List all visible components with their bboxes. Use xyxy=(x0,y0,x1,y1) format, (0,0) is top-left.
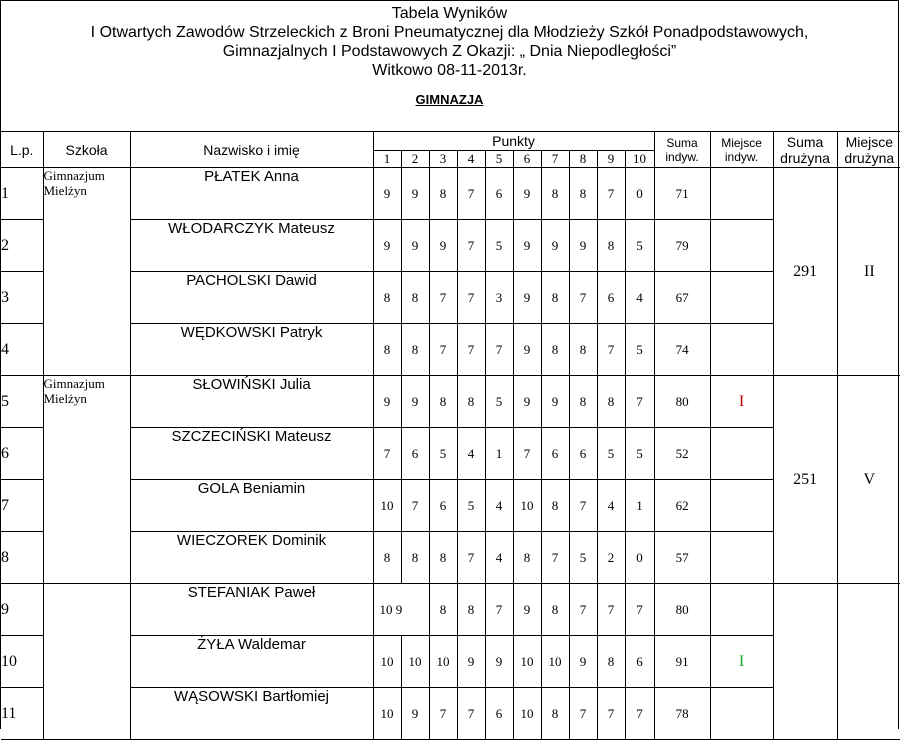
score-cell: 6 xyxy=(485,168,513,220)
table-row xyxy=(1,220,900,272)
row-number: 5 xyxy=(1,376,43,428)
score-cell: 8 xyxy=(541,324,569,376)
row-number: 8 xyxy=(1,532,43,584)
score-cell: 5 xyxy=(625,324,654,376)
point-number: 6 xyxy=(513,151,541,168)
score-cell: 8 xyxy=(457,584,485,636)
event-title-line-2: Gimnazjalnych I Podstawowych Z Okazji: „ Dnia Niepodległości” xyxy=(222,43,677,60)
score-cell: 9 xyxy=(513,376,541,428)
point-number: 9 xyxy=(597,151,625,168)
score-cell: 5 xyxy=(625,220,654,272)
header-name: Nazwisko i imię xyxy=(130,132,373,168)
document-header xyxy=(1,1,898,80)
table-row xyxy=(1,532,900,584)
individual-sum: 74 xyxy=(654,324,710,376)
score-cell: 4 xyxy=(485,480,513,532)
score-cell: 8 xyxy=(569,376,597,428)
score-cell: 8 xyxy=(401,324,429,376)
individual-sum: 80 xyxy=(654,376,710,428)
header-lp: L.p. xyxy=(1,132,43,168)
individual-sum: 80 xyxy=(654,584,710,636)
point-number: 3 xyxy=(429,151,457,168)
score-cell: 8 xyxy=(513,532,541,584)
score-cell: 8 xyxy=(401,532,429,584)
score-cell: 9 xyxy=(485,636,513,688)
score-cell: 8 xyxy=(429,584,457,636)
score-cell: 6 xyxy=(485,688,513,740)
score-cell: 8 xyxy=(541,272,569,324)
score-cell: 9 xyxy=(401,688,429,740)
row-number: 3 xyxy=(1,272,43,324)
table-row xyxy=(1,168,900,220)
score-cell: 5 xyxy=(429,428,457,480)
score-cell: 7 xyxy=(569,688,597,740)
point-number: 10 xyxy=(625,151,654,168)
score-cell: 0 xyxy=(625,532,654,584)
individual-place xyxy=(710,220,773,272)
team-sum xyxy=(773,584,837,740)
score-cell: 7 xyxy=(401,480,429,532)
document-title: Tabela Wyników xyxy=(391,5,508,22)
score-cell: 9 xyxy=(513,324,541,376)
individual-place xyxy=(710,272,773,324)
score-cell: 7 xyxy=(457,272,485,324)
row-number: 7 xyxy=(1,480,43,532)
score-cell: 5 xyxy=(485,220,513,272)
individual-sum: 62 xyxy=(654,480,710,532)
row-number: 1 xyxy=(1,168,43,220)
table-row xyxy=(1,324,900,376)
point-number: 5 xyxy=(485,151,513,168)
score-cell: 7 xyxy=(597,168,625,220)
score-cell: 9 xyxy=(401,376,429,428)
score-cell: 8 xyxy=(597,376,625,428)
score-cell: 7 xyxy=(457,220,485,272)
individual-sum: 78 xyxy=(654,688,710,740)
score-cell: 5 xyxy=(625,428,654,480)
individual-sum: 91 xyxy=(654,636,710,688)
individual-place xyxy=(710,584,773,636)
score-cell: 10 9 xyxy=(373,584,429,636)
score-cell: 8 xyxy=(373,532,401,584)
section-title: GIMNAZJA xyxy=(415,92,484,107)
individual-sum: 67 xyxy=(654,272,710,324)
team-sum: 291 xyxy=(773,168,837,376)
score-cell: 9 xyxy=(401,220,429,272)
score-cell: 10 xyxy=(513,636,541,688)
table-row xyxy=(1,272,900,324)
score-cell: 9 xyxy=(513,220,541,272)
score-cell: 7 xyxy=(485,584,513,636)
score-cell: 8 xyxy=(429,532,457,584)
individual-sum: 57 xyxy=(654,532,710,584)
score-cell: 8 xyxy=(373,272,401,324)
score-cell: 8 xyxy=(597,220,625,272)
score-cell: 8 xyxy=(569,168,597,220)
team-school: Gimnazjum Mielżyn xyxy=(43,376,130,584)
table-row xyxy=(1,584,900,636)
score-cell: 10 xyxy=(513,688,541,740)
score-cell: 7 xyxy=(457,324,485,376)
score-cell: 9 xyxy=(373,376,401,428)
team-school xyxy=(43,584,130,740)
score-cell: 8 xyxy=(401,272,429,324)
score-cell: 8 xyxy=(569,324,597,376)
score-cell: 9 xyxy=(513,168,541,220)
score-cell: 9 xyxy=(373,168,401,220)
score-cell: 8 xyxy=(541,480,569,532)
score-cell: 7 xyxy=(597,688,625,740)
row-number: 2 xyxy=(1,220,43,272)
score-cell: 4 xyxy=(485,532,513,584)
competitor-name: WIECZOREK Dominik xyxy=(130,532,373,584)
table-row xyxy=(1,376,900,428)
competitor-name: WŁODARCZYK Mateusz xyxy=(130,220,373,272)
individual-place xyxy=(710,688,773,740)
score-cell: 10 xyxy=(513,480,541,532)
team-place: II xyxy=(837,168,900,376)
score-cell: 5 xyxy=(569,532,597,584)
individual-place xyxy=(710,428,773,480)
score-cell: 9 xyxy=(401,168,429,220)
team-place: V xyxy=(837,376,900,584)
individual-place xyxy=(710,168,773,220)
score-cell: 1 xyxy=(625,480,654,532)
header-sum-individual: Suma indyw. xyxy=(654,132,710,168)
competitor-name: STEFANIAK Paweł xyxy=(130,584,373,636)
score-cell: 9 xyxy=(513,584,541,636)
score-cell: 10 xyxy=(373,688,401,740)
competitor-name: SZCZECIŃSKI Mateusz xyxy=(130,428,373,480)
table-row xyxy=(1,636,900,688)
score-cell: 5 xyxy=(597,428,625,480)
team-school: Gimnazjum Mielżyn xyxy=(43,168,130,376)
point-number: 2 xyxy=(401,151,429,168)
row-number: 4 xyxy=(1,324,43,376)
score-cell: 9 xyxy=(569,220,597,272)
score-cell: 5 xyxy=(485,376,513,428)
individual-sum: 52 xyxy=(654,428,710,480)
score-cell: 1 xyxy=(485,428,513,480)
score-cell: 2 xyxy=(597,532,625,584)
individual-sum: 71 xyxy=(654,168,710,220)
score-cell: 7 xyxy=(429,272,457,324)
score-cell: 7 xyxy=(569,480,597,532)
score-cell: 7 xyxy=(597,324,625,376)
competitor-name: WĄSOWSKI Bartłomiej xyxy=(130,688,373,740)
score-cell: 8 xyxy=(597,636,625,688)
score-cell: 4 xyxy=(625,272,654,324)
score-cell: 3 xyxy=(485,272,513,324)
individual-sum: 79 xyxy=(654,220,710,272)
score-cell: 8 xyxy=(541,168,569,220)
score-cell: 7 xyxy=(569,272,597,324)
row-number: 10 xyxy=(1,636,43,688)
score-cell: 4 xyxy=(457,428,485,480)
score-cell: 6 xyxy=(541,428,569,480)
score-cell: 9 xyxy=(373,220,401,272)
score-cell: 10 xyxy=(401,636,429,688)
score-cell: 4 xyxy=(597,480,625,532)
score-cell: 10 xyxy=(373,636,401,688)
competitor-name: PŁATEK Anna xyxy=(130,168,373,220)
score-cell: 7 xyxy=(513,428,541,480)
score-cell: 5 xyxy=(457,480,485,532)
score-cell: 7 xyxy=(541,532,569,584)
score-cell: 7 xyxy=(625,688,654,740)
score-cell: 7 xyxy=(485,324,513,376)
score-cell: 9 xyxy=(429,220,457,272)
table-row xyxy=(1,480,900,532)
point-number: 7 xyxy=(541,151,569,168)
competitor-name: PACHOLSKI Dawid xyxy=(130,272,373,324)
score-cell: 7 xyxy=(569,584,597,636)
score-cell: 7 xyxy=(373,428,401,480)
competitor-name: ŻYŁA Waldemar xyxy=(130,636,373,688)
score-cell: 8 xyxy=(457,376,485,428)
score-cell: 10 xyxy=(373,480,401,532)
point-number: 8 xyxy=(569,151,597,168)
score-cell: 9 xyxy=(569,636,597,688)
table-row xyxy=(1,428,900,480)
score-cell: 7 xyxy=(429,688,457,740)
header-sum-team: Suma drużyna xyxy=(773,132,837,168)
score-cell: 6 xyxy=(569,428,597,480)
score-cell: 7 xyxy=(625,584,654,636)
individual-place xyxy=(710,324,773,376)
score-cell: 7 xyxy=(429,324,457,376)
individual-place xyxy=(710,532,773,584)
competitor-name: WĘDKOWSKI Patryk xyxy=(130,324,373,376)
individual-place xyxy=(710,480,773,532)
score-cell: 9 xyxy=(541,376,569,428)
score-cell: 0 xyxy=(625,168,654,220)
score-cell: 7 xyxy=(597,584,625,636)
score-cell: 9 xyxy=(457,636,485,688)
team-sum: 251 xyxy=(773,376,837,584)
event-date: Witkowo 08-11-2013r. xyxy=(372,62,527,79)
header-points: Punkty xyxy=(373,132,654,151)
score-cell: 6 xyxy=(401,428,429,480)
row-number: 9 xyxy=(1,584,43,636)
header-school: Szkoła xyxy=(43,132,130,168)
individual-place: I xyxy=(710,376,773,428)
results-table xyxy=(1,131,900,740)
competitor-name: GOLA Beniamin xyxy=(130,480,373,532)
table-row xyxy=(1,688,900,740)
row-number: 11 xyxy=(1,688,43,740)
score-cell: 8 xyxy=(373,324,401,376)
header-place-individual: Miejsce indyw. xyxy=(710,132,773,168)
score-cell: 6 xyxy=(625,636,654,688)
score-cell: 7 xyxy=(457,532,485,584)
team-place xyxy=(837,584,900,740)
score-cell: 6 xyxy=(429,480,457,532)
score-cell: 10 xyxy=(429,636,457,688)
score-cell: 9 xyxy=(513,272,541,324)
score-cell: 8 xyxy=(429,168,457,220)
score-cell: 6 xyxy=(597,272,625,324)
individual-place: I xyxy=(710,636,773,688)
point-number: 1 xyxy=(373,151,401,168)
score-cell: 8 xyxy=(429,376,457,428)
score-cell: 7 xyxy=(625,376,654,428)
competitor-name: SŁOWIŃSKI Julia xyxy=(130,376,373,428)
score-cell: 10 xyxy=(541,636,569,688)
row-number: 6 xyxy=(1,428,43,480)
point-number: 4 xyxy=(457,151,485,168)
score-cell: 9 xyxy=(541,220,569,272)
score-cell: 8 xyxy=(541,584,569,636)
score-cell: 7 xyxy=(457,168,485,220)
score-cell: 8 xyxy=(541,688,569,740)
header-place-team: Miejsce drużyna xyxy=(837,132,900,168)
event-title-line-1: I Otwartych Zawodów Strzeleckich z Broni Pneumatycznej dla Młodzieży Szkół Ponadpodstawowych, xyxy=(90,24,809,41)
score-cell: 7 xyxy=(457,688,485,740)
